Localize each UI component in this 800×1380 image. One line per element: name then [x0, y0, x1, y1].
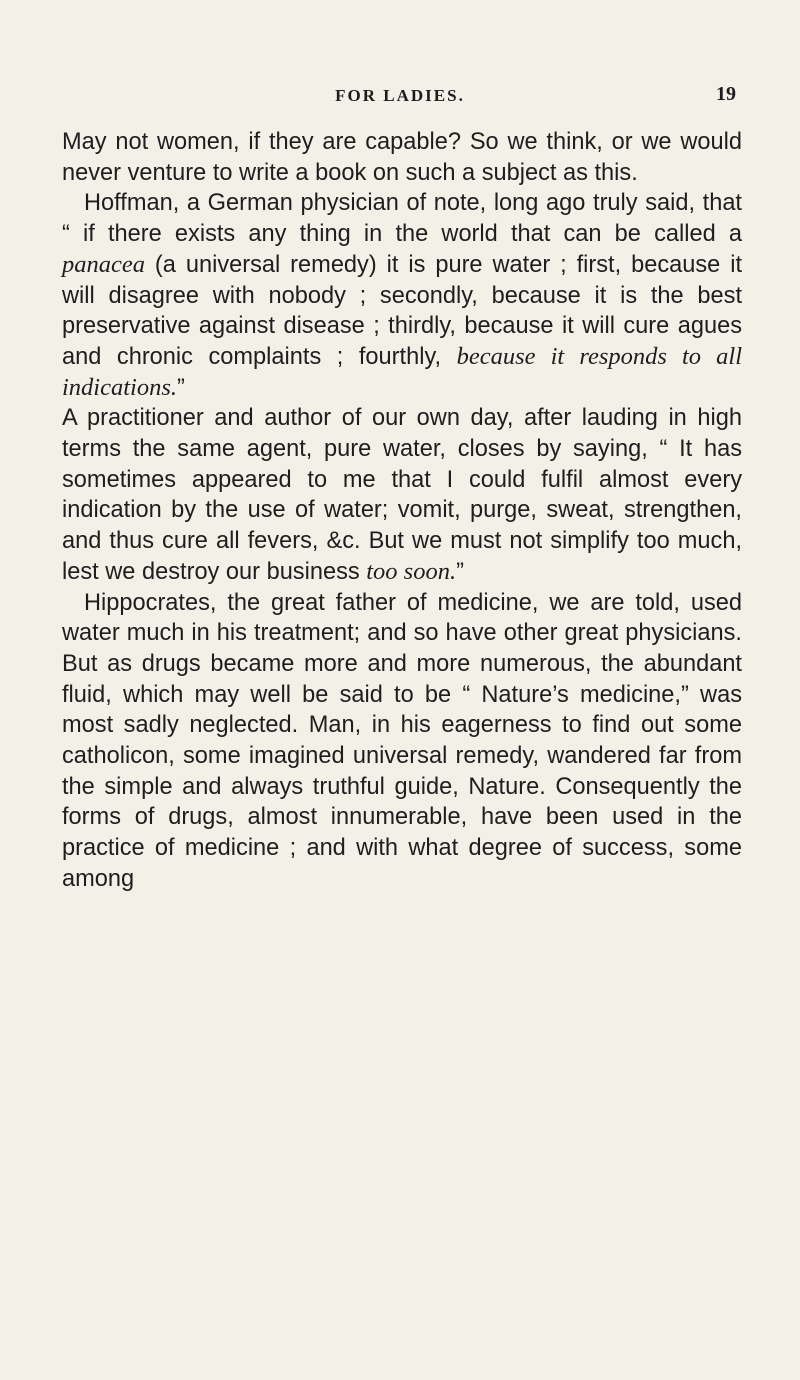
running-head: [64, 83, 736, 116]
paragraph-text: (a universal remedy) it is pure water ; first, because it will disagree with nobody ; secondly, because it is the best preservative against disease ; thirdly, because it will cure agues and chronic complaints ; fourthly,: [62, 251, 742, 370]
page-number: 19: [716, 83, 736, 105]
body-text: [62, 127, 742, 895]
emphasis-indications: because it responds to all indications.: [62, 342, 743, 401]
paragraph-3: [62, 403, 742, 587]
closing-quote: ”: [177, 374, 185, 401]
emphasis-too-soon: too soon.: [366, 557, 457, 585]
running-title: FOR LADIES.: [335, 86, 465, 105]
paragraph-2: [62, 188, 742, 403]
emphasis-panacea: panacea: [62, 250, 145, 278]
paragraph-text: Hippocrates, the great father of medicine, we are told, used water much in his treatment; and so have other great physicians. But as drugs became more and more numerous, the abundant fluid, which may well be said to be “ Nature’s medicine,” was most sadly neglected. Man, in his eagerness to find out some catholicon, some imagined universal remedy, wandered far from the simple and always truthful guide, Nature. Consequently the forms of drugs, almost innumerable, have been used in the practice of medicine ; and with what degree of success, some among: [62, 589, 742, 892]
paragraph-1: [62, 127, 742, 188]
paragraph-4: [62, 588, 742, 895]
paragraph-text: May not women, if they are capable? So we think, or we would never venture to write a book on such a subject as this.: [62, 129, 742, 186]
paragraph-text: Hoffman, a German physician of note, long ago truly said, that “ if there exists any thing in the world that can be called a: [62, 190, 742, 248]
closing-quote: ”: [456, 558, 464, 585]
paragraph-text: A practitioner and author of our own day, after lauding in high terms the same agent, pure water, closes by saying, “ It has sometimes appeared to me that I could fulfil almost every indication by the use of water; vomit, purge, sweat, strengthen, and thus cure all fevers, &c. But we must not simplify too much, lest we destroy our business: [62, 405, 742, 585]
